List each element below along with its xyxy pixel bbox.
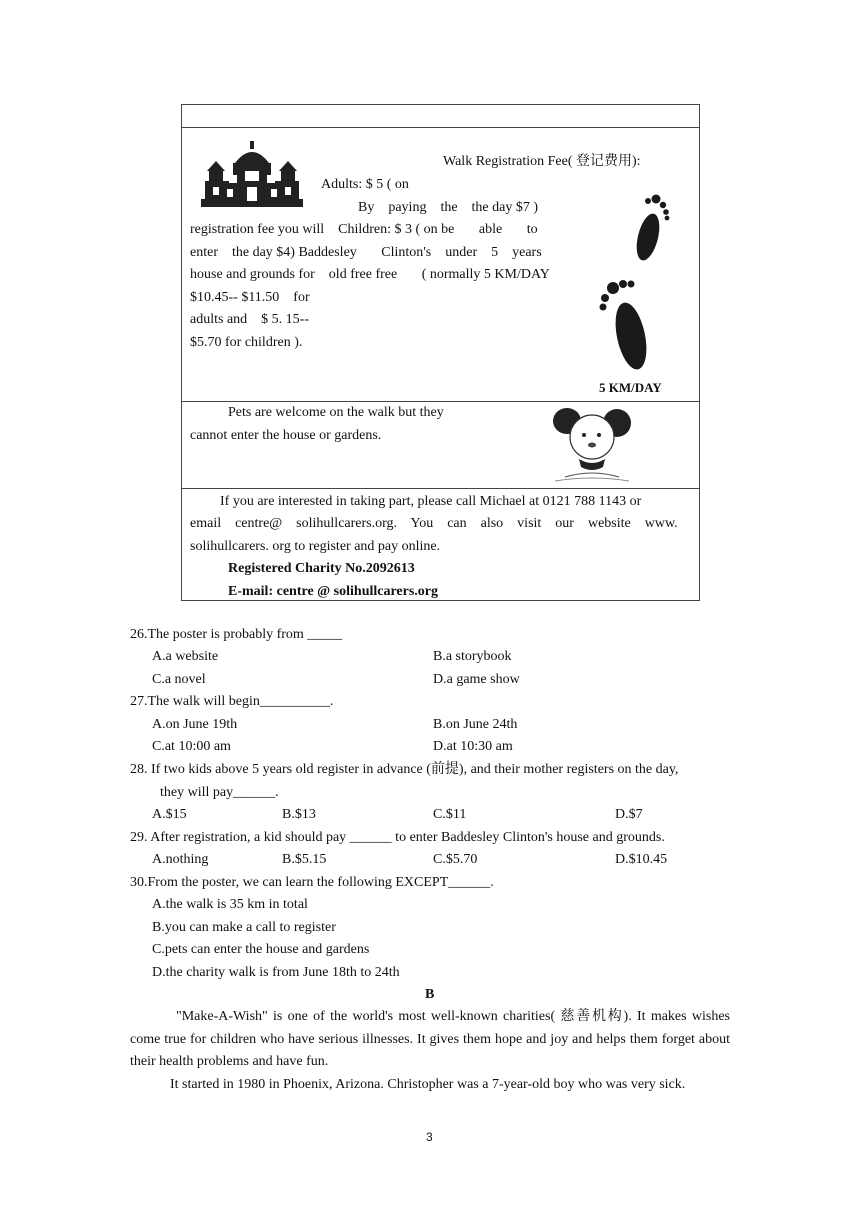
question-stem: 27.The walk will begin__________. [130,694,334,709]
section-b-paragraph: "Make-A-Wish" is one of the world's most well-known charities( 慈善机构). It makes wishes come true for children who have serious illnesses. It gives them hope and joy and helps them forget about their health problems and have fun. [130,1009,730,1069]
question-stem: 30.From the poster, we can learn the following EXCEPT______. [130,875,494,890]
option: D.the charity walk is from June 18th to 24th [152,965,400,980]
option: C.at 10:00 am [152,739,231,754]
question-stem: 28. If two kids above 5 years old register in advance (前提), and their mother registers on the day, [130,762,679,777]
cartoon-mouse-illustration [545,401,637,485]
fee-line: adults and $ 5. 15-- [190,312,309,327]
question-stem-continued: they will pay______. [160,785,279,800]
option: D.$10.45 [615,852,668,867]
option: C.a novel [152,672,206,687]
charity-email: E-mail: centre @ solihullcarers.org [228,584,439,599]
option: B.on June 24th [433,717,518,732]
option: A.the walk is 35 km in total [152,897,308,912]
option: D.a game show [433,672,520,687]
km-day-caption: 5 KM/DAY [599,380,662,395]
footprint-icon [626,193,672,263]
pets-text: Pets are welcome on the walk but they [228,405,444,420]
option: C.$5.70 [433,852,478,867]
section-b-paragraph: It started in 1980 in Phoenix, Arizona. Christopher was a 7-year-old boy who was very sick. [170,1077,686,1092]
option: D.$7 [615,807,643,822]
option: A.a website [152,649,219,664]
contact-text: If you are interested in taking part, please call Michael at 0121 788 1143 or [220,494,642,509]
page-number: 3 [426,1130,433,1144]
option: C.$11 [433,807,467,822]
footprint-icon [599,278,659,374]
charity-number: Registered Charity No.2092613 [228,561,415,576]
option: B.you can make a call to register [152,920,336,935]
building-illustration [201,141,303,207]
option: A.nothing [152,852,209,867]
option: B.a storybook [433,649,512,664]
contact-text: email centre@ solihullcarers.org. You can also visit our website www. [190,516,678,531]
option: D.at 10:30 am [433,739,513,754]
section-heading: B [425,987,435,1002]
option: A.on June 19th [152,717,238,732]
question-stem: 26.The poster is probably from _____ [130,627,343,642]
fee-line: $10.45-- $11.50 for [190,290,310,305]
fee-line: registration fee you will Children: $ 3 ( on be able to [190,222,538,237]
contact-text: solihullcarers. org to register and pay online. [190,539,441,554]
poster-top-divider [182,127,699,128]
fee-line: house and grounds for old free free ( normally 5 KM/DAY [190,267,550,282]
option: C.pets can enter the house and gardens [152,942,370,957]
option: A.$15 [152,807,187,822]
fee-by-paying: By paying the the day $7 ) [358,200,539,215]
fee-line: enter the day $4) Baddesley Clinton's under 5 years [190,245,542,260]
option: B.$13 [282,807,316,822]
poster-divider-2 [182,488,699,489]
option: B.$5.15 [282,852,327,867]
question-stem: 29. After registration, a kid should pay ______ to enter Baddesley Clinton's house and grounds. [130,830,665,845]
fee-title: Walk Registration Fee( 登记费用): [443,154,641,169]
pets-text: cannot enter the house or gardens. [190,428,382,443]
fee-line: $5.70 for children ). [190,335,303,350]
fee-adults: Adults: $ 5 ( on [321,177,409,192]
